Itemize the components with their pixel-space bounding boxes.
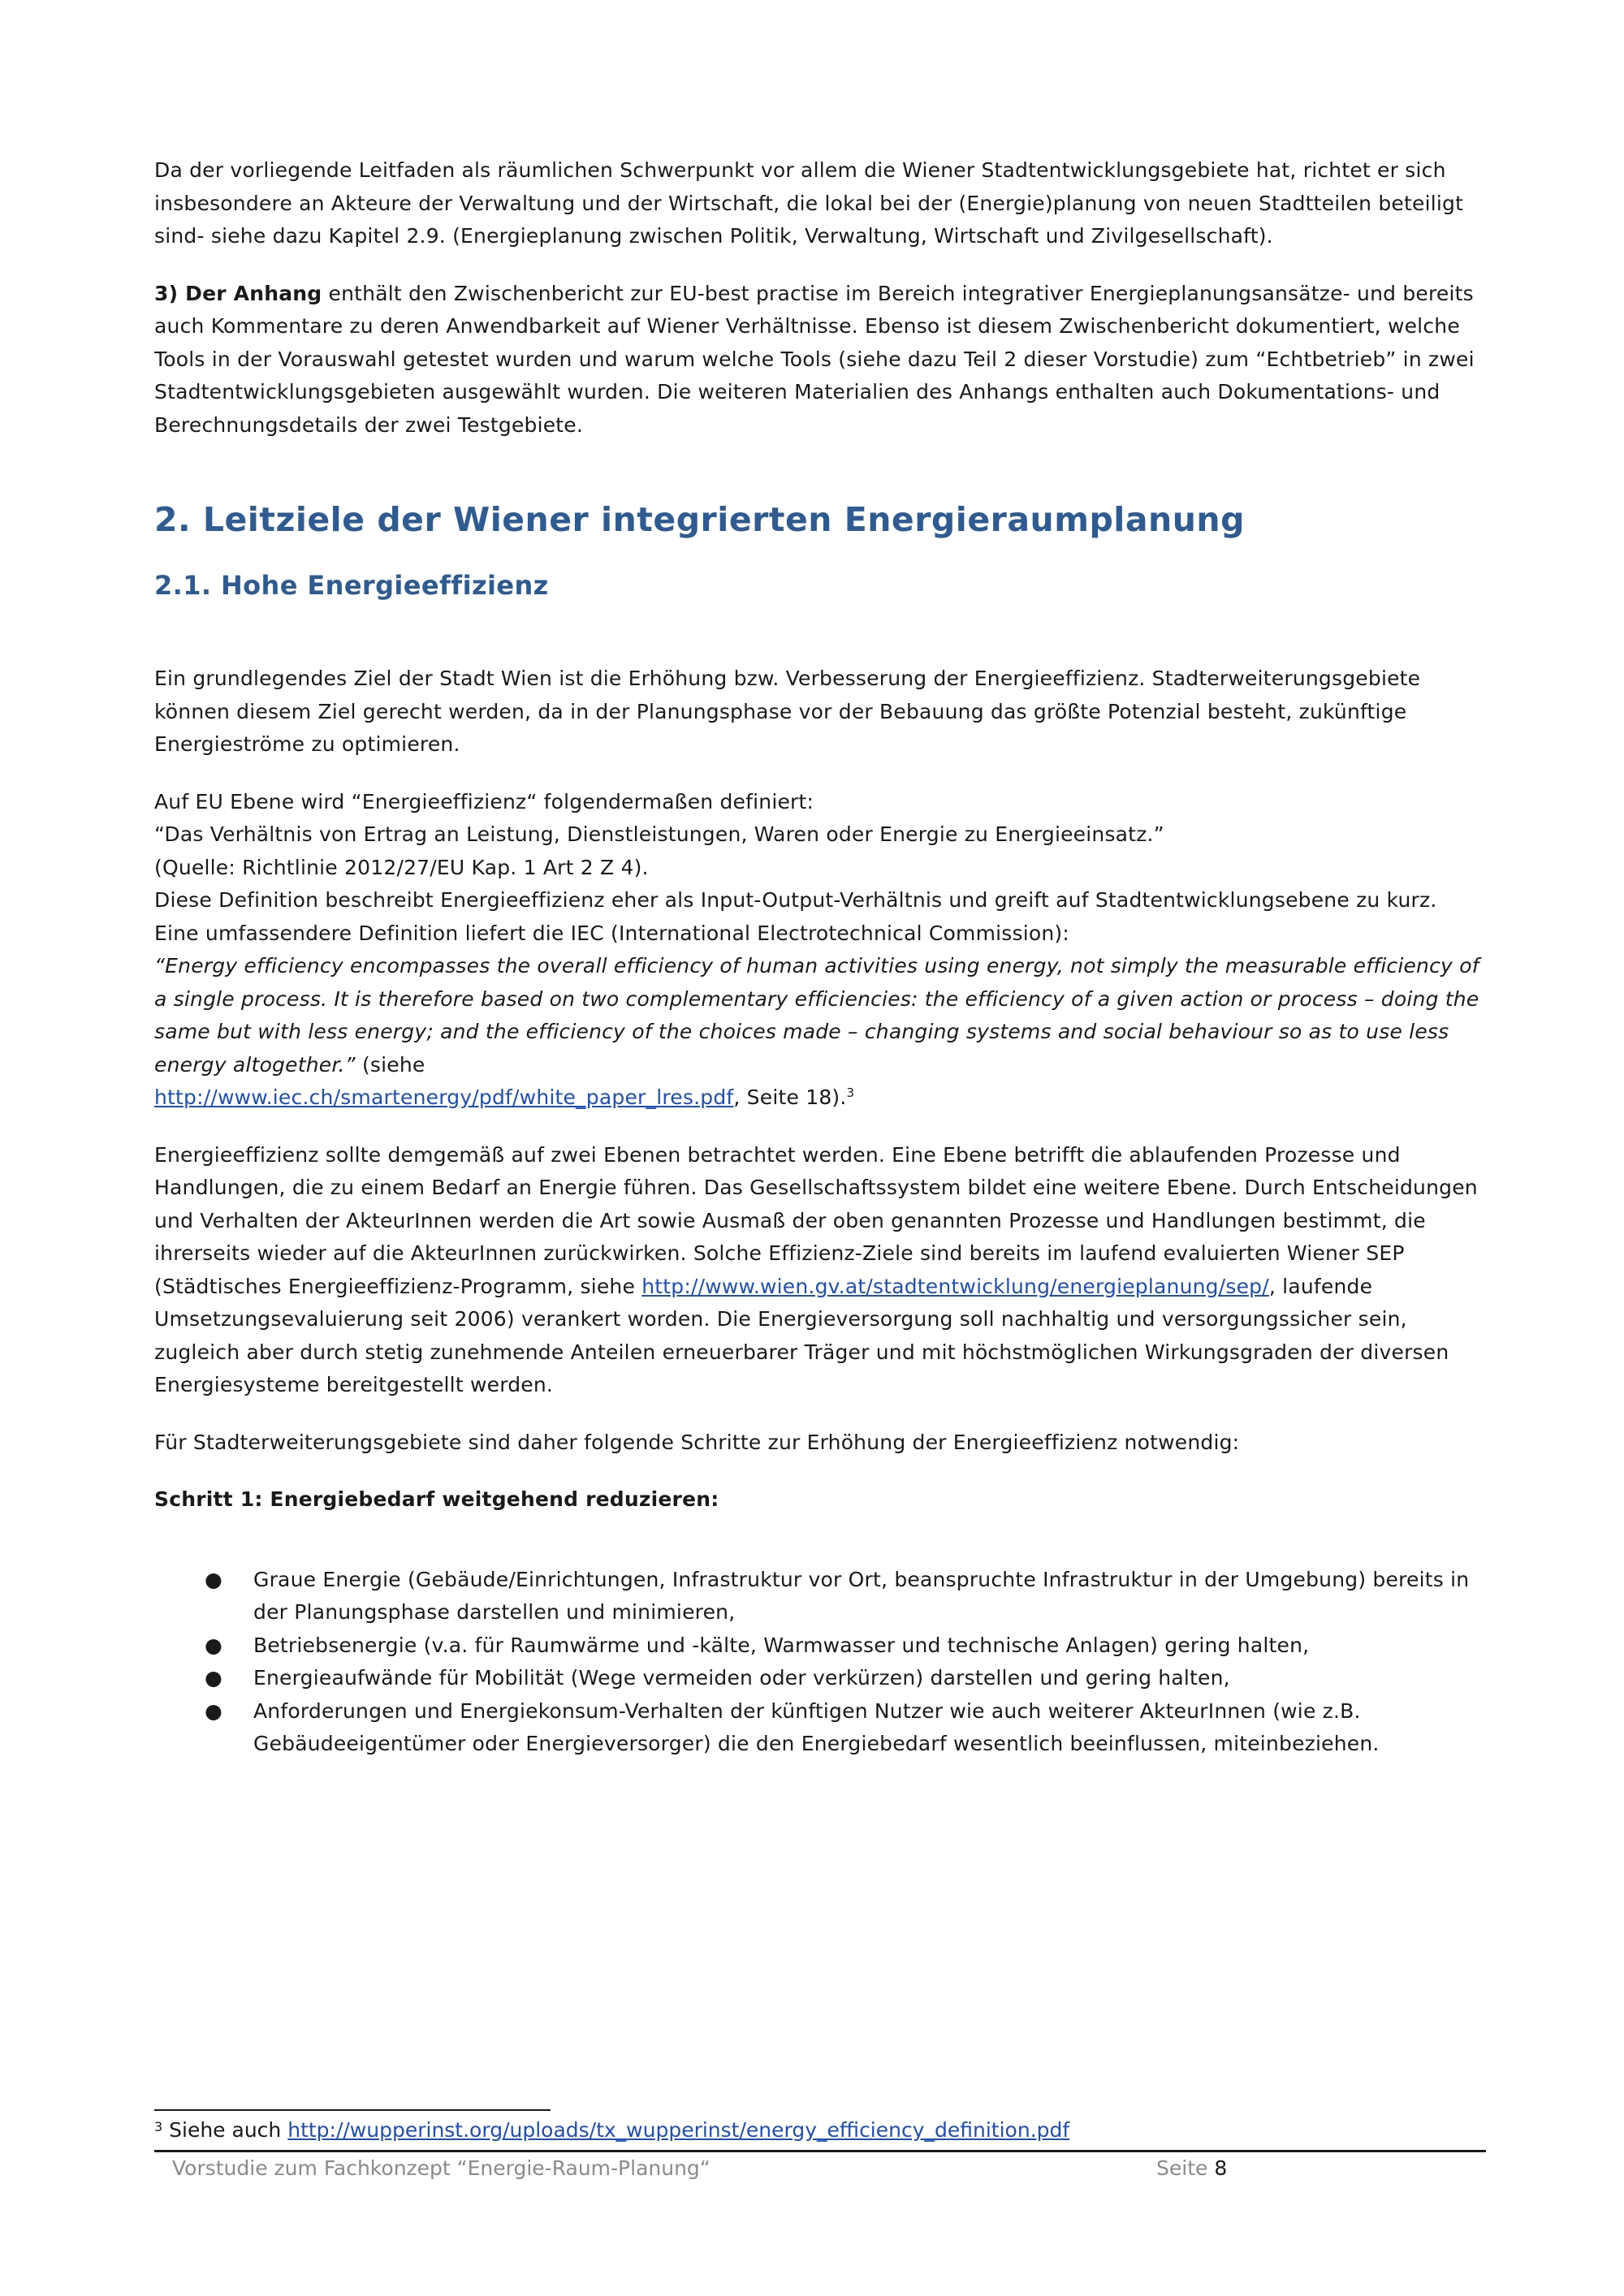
bullet-icon: ●	[205, 1567, 223, 1591]
definition-block	[154, 786, 1486, 1115]
anhang-lead: 3) Der Anhang	[154, 281, 322, 305]
footnote-text: Siehe auch	[162, 2118, 288, 2142]
footnote	[154, 2116, 1069, 2145]
footer-page-label: Seite	[1156, 2156, 1215, 2180]
two-levels-paragraph	[154, 1139, 1486, 1402]
list-item	[154, 1629, 1486, 1663]
list-item	[154, 1695, 1486, 1761]
page-number: 8	[1214, 2156, 1228, 2180]
list-item	[154, 1662, 1486, 1695]
definition-intro: Auf EU Ebene wird “Energieeffizienz“ folgendermaßen definiert:	[154, 789, 814, 814]
footnote-reference[interactable]: 3	[846, 1085, 855, 1100]
two-levels-text-before: Energieeffizienz sollte demgemäß auf zwei Ebenen betrachtet werden. Eine Ebene betrifft die ablaufenden Prozesse und Handlungen, die zu einem Bedarf an Energie führen. Das Gesellschaftssystem bildet eine weitere Ebene. Durch Entscheidungen und Verhalten der AkteurInnen werden die Art sowie Ausmaß der oben genannten Prozesse und Handlungen bestimmt, die ihrerseits wieder auf die AkteurInnen zurückwirken. Solche Effizienz-Ziele sind bereits im laufend evaluierten Wiener SEP (Städtisches Energieeffizienz-Programm, siehe	[154, 1142, 1478, 1298]
anhang-paragraph	[154, 278, 1486, 442]
definition-critique: Diese Definition beschreibt Energieeffizienz eher als Input-Output-Verhältnis und greift auf Stadtentwicklungsebene zu kurz. Eine umfassendere Definition liefert die IEC (International Electrotechnical Commission):	[154, 888, 1437, 945]
step1-list	[154, 1564, 1486, 1761]
bullet-icon: ●	[205, 1633, 223, 1657]
footer-title: Vorstudie zum Fachkonzept “Energie-Raum-Planung“	[172, 2156, 710, 2180]
footnote-divider	[154, 2109, 551, 2111]
footnote-mark: 3	[154, 2119, 163, 2134]
iec-quote-after: (siehe	[355, 1052, 425, 1077]
definition-eu-quote: “Das Verhältnis von Ertrag an Leistung, Dienstleistungen, Waren oder Energie zu Energieeinsatz.”	[154, 822, 1164, 846]
steps-intro: Für Stadterweiterungsgebiete sind daher folgende Schritte zur Erhöhung der Energieeffizienz notwendig:	[154, 1430, 1240, 1454]
iec-page-ref: , Seite 18).	[733, 1085, 847, 1109]
document-page	[154, 154, 1486, 1761]
bullet-icon: ●	[205, 1698, 223, 1723]
section-heading: 2. Leitziele der Wiener integrierten Energieraumplanung	[154, 500, 1245, 539]
footer-divider	[154, 2150, 1486, 2152]
intro-paragraph: Da der vorliegende Leitfaden als räumlichen Schwerpunkt vor allem die Wiener Stadtentwicklungsgebiete hat, richtet er sich insbesondere an Akteure der Verwaltung und der Wirtschaft, die lokal bei der (Energie)planung von neuen Stadtteilen beteiligt sind- siehe dazu Kapitel 2.9. (Energieplanung zwischen Politik, Verwaltung, Wirtschaft und Zivilgesellschaft).	[154, 158, 1464, 248]
bullet-icon: ●	[205, 1666, 223, 1690]
iec-quote: “Energy efficiency encompasses the overall efficiency of human activities using energy, not simply the measurable efficiency of a single process. It is therefore based on two complementary efficiencies: the efficiency of a given action or process – doing the same but with less energy; and the efficiency of the choices made – changing systems and social behaviour so as to use less energy altogether.”	[154, 954, 1479, 1077]
goal-paragraph: Ein grundlegendes Ziel der Stadt Wien ist die Erhöhung bzw. Verbesserung der Energieeffizienz. Stadterweiterungsgebiete können diesem Ziel gerecht werden, da in der Planungsphase vor der Bebauung das größte Potenzial besteht, zukünftige Energieströme zu optimieren.	[154, 667, 1421, 756]
list-item-text: Graue Energie (Gebäude/Einrichtungen, Infrastruktur vor Ort, beanspruchte Infrastruktur in der Umgebung) bereits in der Planungsphase darstellen und minimieren,	[253, 1567, 1470, 1624]
sep-link[interactable]: http://www.wien.gv.at/stadtentwicklung/energieplanung/sep/	[641, 1274, 1269, 1298]
list-item	[154, 1564, 1486, 1629]
footnote-link[interactable]: http://wupperinst.org/uploads/tx_wupperinst/energy_efficiency_definition.pdf	[287, 2118, 1070, 2142]
iec-quote-paragraph	[154, 950, 1486, 1115]
anhang-text: enthält den Zwischenbericht zur EU-best practise im Bereich integrativer Energieplanungsansätze- und bereits auch Kommentare zu deren Anwendbarkeit auf Wiener Verhältnisse. Ebenso ist diesem Zwischenbericht dokumentiert, welche Tools in der Vorauswahl getestet wurden und warum welche Tools (siehe dazu Teil 2 dieser Vorstudie) zum “Echtbetrieb” in zwei Stadtentwicklungsgebieten ausgewählt wurden. Die weiteren Materialien des Anhangs enthalten auch Dokumentations- und Berechnungsdetails der zwei Testgebiete.	[154, 281, 1475, 437]
list-item-text: Betriebsenergie (v.a. für Raumwärme und -kälte, Warmwasser und technische Anlagen) gering halten,	[253, 1633, 1310, 1657]
list-item-text: Anforderungen und Energiekonsum-Verhalten der künftigen Nutzer wie auch weiterer AkteurInnen (wie z.B. Gebäudeeigentümer oder Energieversorger) die den Energiebedarf wesentlich beeinflussen, miteinbeziehen.	[253, 1698, 1380, 1755]
footer-page	[1156, 2155, 1227, 2182]
iec-link[interactable]: http://www.iec.ch/smartenergy/pdf/white_paper_lres.pdf	[154, 1085, 734, 1109]
definition-source: (Quelle: Richtlinie 2012/27/EU Kap. 1 Art 2 Z 4).	[154, 855, 649, 879]
step1-heading: Schritt 1: Energiebedarf weitgehend reduzieren:	[154, 1487, 719, 1511]
two-levels-text-after: , laufende Umsetzungsevaluierung seit 2006) verankert worden. Die Energieversorgung soll nachhaltig und versorgungssicher sein, zugleich aber durch stetig zunehmende Anteilen erneuerbarer Träger und mit höchstmöglichen Wirkungsgraden der diversen Energiesysteme bereitgestellt werden.	[154, 1274, 1449, 1396]
list-item-text: Energieaufwände für Mobilität (Wege vermeiden oder verkürzen) darstellen und gering halten,	[253, 1666, 1230, 1690]
subsection-heading: 2.1. Hohe Energieeffizienz	[154, 570, 549, 601]
